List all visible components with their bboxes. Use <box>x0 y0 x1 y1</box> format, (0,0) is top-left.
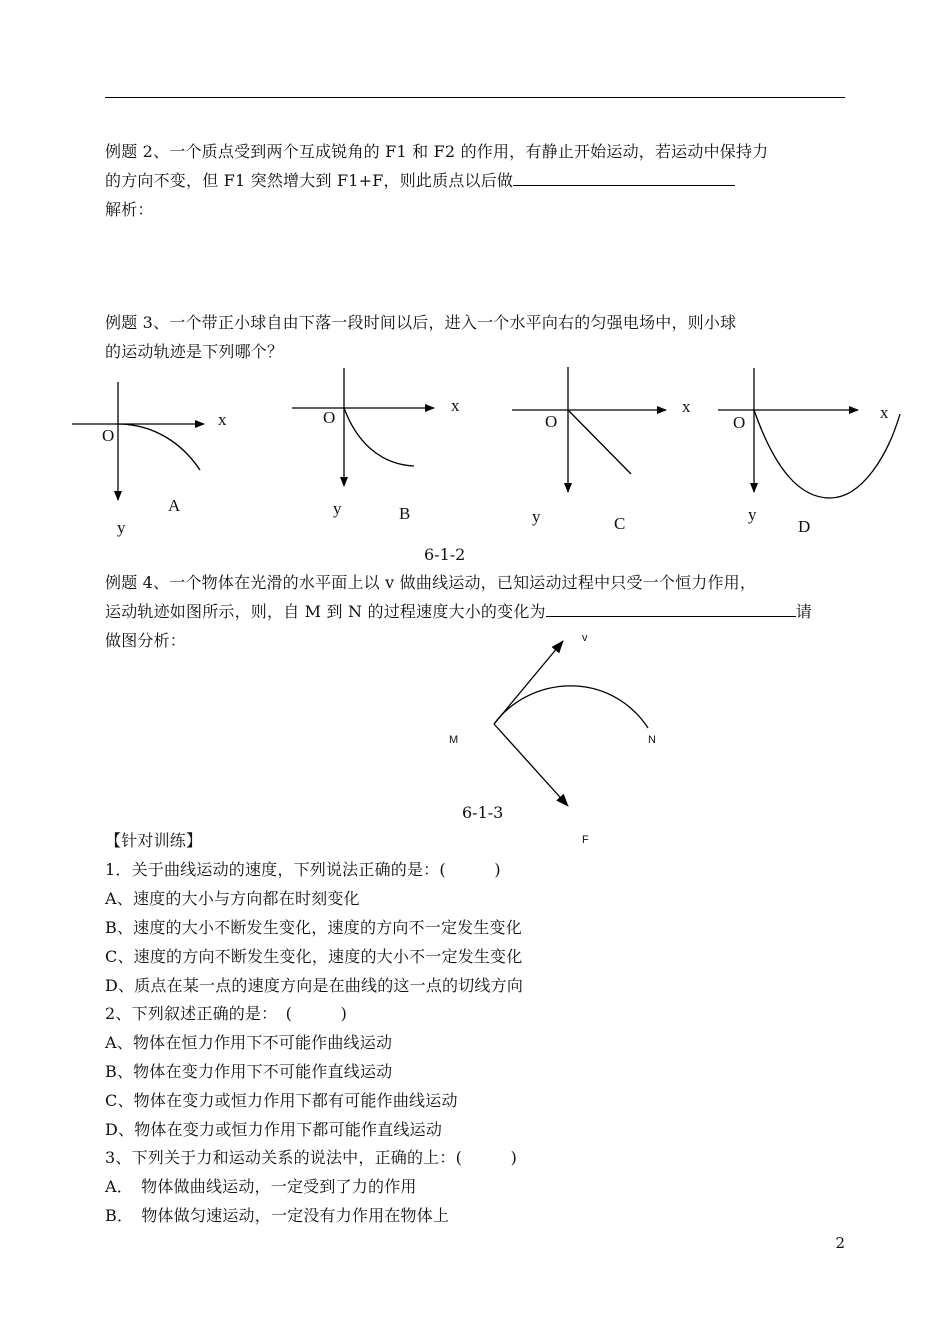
q1-option-d: D、质点在某一点的速度方向是在曲线的这一点的切线方向 <box>105 976 524 995</box>
graph-c-option: C <box>614 514 626 533</box>
example2-line1: 例题 2、一个质点受到两个互成锐角的 F1 和 F2 的作用，有静止开始运动，若运动中保持力 <box>105 142 769 161</box>
q2-option-d: D、物体在变力或恒力作用下都可能作直线运动 <box>105 1120 443 1139</box>
graph-d-origin: O <box>733 413 746 432</box>
example4-line3: 做图分析： <box>105 631 187 650</box>
graph-b-curve <box>344 408 414 466</box>
graph-c-y-label: y <box>532 507 541 526</box>
graph-b-x-label: x <box>451 396 460 415</box>
page-number: 2 <box>835 1234 845 1252</box>
graph-a-origin: O <box>102 426 115 445</box>
q2-option-a: A、物体在恒力作用下不可能作曲线运动 <box>105 1033 393 1052</box>
figure-6-1-3-drawing <box>494 641 648 806</box>
example3-line1: 例题 3、一个带正小球自由下落一段时间以后，进入一个水平向右的匀强电场中，则小球 <box>105 313 737 332</box>
q2-option-b: B、物体在变力作用下不可能作直线运动 <box>105 1062 393 1081</box>
trajectory-curve <box>494 686 648 728</box>
figure-6-1-2-caption: 6-1-2 <box>424 545 466 564</box>
graph-b-option: B <box>399 504 411 523</box>
q2-option-c: C、物体在变力或恒力作用下都有可能作曲线运动 <box>105 1091 458 1110</box>
graph-d <box>718 368 900 498</box>
label-m: M <box>449 734 459 746</box>
example2-line2: 的方向不变，但 F1 突然增大到 F1+F，则此质点以后做 <box>105 171 735 191</box>
graph-b <box>292 368 434 486</box>
example4-line2: 运动轨迹如图所示，则，自 M 到 N 的过程速度大小的变化为 请 <box>105 602 812 621</box>
graph-c-x-label: x <box>682 397 691 416</box>
graph-c <box>512 367 666 492</box>
graph-a <box>72 382 204 500</box>
q1-option-a: A、速度的大小与方向都在时刻变化 <box>105 889 360 908</box>
graph-d-option: D <box>798 517 811 536</box>
label-f: F <box>582 834 589 846</box>
graph-b-y-label: y <box>333 499 342 518</box>
graph-a-x-label: x <box>218 410 227 429</box>
graph-d-x-label: x <box>880 403 889 422</box>
graph-c-origin: O <box>545 412 558 431</box>
graph-a-option: A <box>168 496 181 515</box>
q3-option-a: A． 物体做曲线运动，一定受到了力的作用 <box>105 1177 417 1196</box>
q3-option-b: B． 物体做匀速运动，一定没有力作用在物体上 <box>105 1206 450 1225</box>
training-heading: 【针对训练】 <box>105 831 203 850</box>
question-1: 1．关于曲线运动的速度，下列说法正确的是：( ) <box>105 860 501 879</box>
label-n: N <box>648 734 656 746</box>
example2-analysis-label: 解析： <box>105 200 154 219</box>
question-3: 3、下列关于力和运动关系的说法中，正确的上：( ) <box>105 1148 518 1167</box>
figure-6-1-3-caption: 6-1-3 <box>462 803 504 822</box>
force-arrow <box>494 724 568 806</box>
example4-line1: 例题 4、一个物体在光滑的水平面上以 v 做曲线运动，已知运动过程中只受一个恒力作用， <box>105 573 757 592</box>
graph-a-curve <box>118 424 200 470</box>
graph-c-line <box>568 410 631 474</box>
graph-d-y-label: y <box>748 505 757 524</box>
graph-a-y-label: y <box>117 518 126 537</box>
label-v: v <box>582 632 588 644</box>
q1-option-b: B、速度的大小不断发生变化，速度的方向不一定发生变化 <box>105 918 522 937</box>
graph-b-origin: O <box>323 408 336 427</box>
answer-blank-2[interactable] <box>546 602 796 617</box>
q1-option-c: C、速度的方向不断发生变化，速度的大小不一定发生变化 <box>105 947 523 966</box>
question-2: 2、下列叙述正确的是： ( ) <box>105 1004 348 1023</box>
graph-d-curve <box>754 410 900 498</box>
example3-line2: 的运动轨迹是下列哪个？ <box>105 342 284 361</box>
